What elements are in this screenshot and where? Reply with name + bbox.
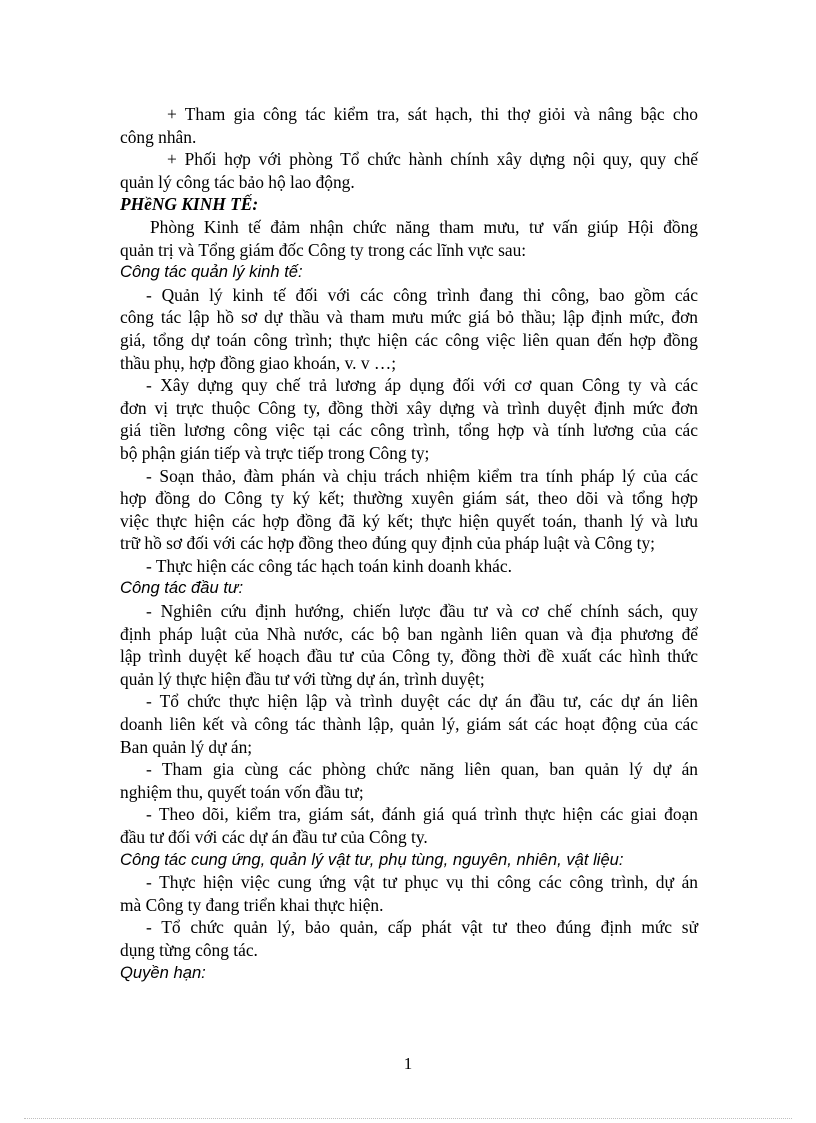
text-line: giá tiền lương công việc tại các công trình, tổng hợp và tính lương của các [120, 420, 698, 441]
text-line: - Nghiên cứu định hướng, chiến lược đầu tư và cơ chế chính sách, quy [146, 601, 698, 622]
text-line: Phòng Kinh tế đảm nhận chức năng tham mưu, tư vấn giúp Hội đồng [150, 216, 698, 237]
subsection-heading: Công tác cung ứng, quản lý vật tư, phụ tùng, nguyên, nhiên, vật liệu: [120, 849, 624, 869]
text-line: - Thực hiện các công tác hạch toán kinh doanh khác. [146, 555, 512, 576]
text-line: Ban quản lý dự án; [120, 736, 253, 757]
text-line: - Tham gia cùng các phòng chức năng liên quan, ban quản lý dự án [146, 759, 698, 780]
text-line: doanh liên kết và công tác thành lập, quản lý, giám sát các hoạt động của các [120, 714, 698, 735]
text-line: - Tổ chức thực hiện lập và trình duyệt các dự án đầu tư, các dự án liên [146, 691, 698, 712]
text-line: hợp đồng do Công ty ký kết; thường xuyên giám sát, theo dõi và tổng hợp [120, 488, 698, 509]
text-line: - Thực hiện việc cung ứng vật tư phục vụ thi công các công trình, dự án [146, 872, 698, 893]
text-line: công tác lập hồ sơ dự thầu và tham mưu mức giá bỏ thầu; lập định mức, đơn [120, 307, 698, 328]
text-line: trữ hồ sơ đối với các hợp đồng theo đúng quy định của pháp luật và Công ty; [120, 533, 655, 554]
text-line: giá, tổng dự toán công trình; thực hiện các công việc liên quan đến hợp đồng [120, 329, 698, 350]
text-line: - Soạn thảo, đàm phán và chịu trách nhiệm kiểm tra tính pháp lý của các [146, 465, 698, 486]
document-page [120, 103, 698, 984]
text-line: đơn vị trực thuộc Công ty, đồng thời xây dựng và trình duyệt định mức đơn [120, 397, 698, 418]
text-line: lập trình duyệt kế hoạch đầu tư của Công ty, đồng thời đề xuất các hình thức [120, 646, 698, 667]
text-line: - Theo dõi, kiểm tra, giám sát, đánh giá quá trình thực hiện các giai đoạn [146, 804, 698, 825]
subsection-heading: Quyền hạn: [120, 962, 206, 982]
subsection-heading: Công tác đầu tư: [120, 578, 244, 598]
text-line: quản trị và Tổng giám đốc Công ty trong các lĩnh vực sau: [120, 239, 527, 260]
text-line: bộ phận gián tiếp và trực tiếp trong Công ty; [120, 442, 430, 463]
text-line: công nhân. [120, 126, 197, 147]
text-line: - Tổ chức quản lý, bảo quản, cấp phát vật tư theo đúng định mức sử [146, 917, 698, 938]
text-line: - Xây dựng quy chế trả lương áp dụng đối với cơ quan Công ty và các [146, 375, 698, 396]
subsection-heading: Công tác quản lý kinh tế: [120, 262, 303, 282]
text-line: dụng từng công tác. [120, 939, 258, 960]
text-line: nghiệm thu, quyết toán vốn đầu tư; [120, 781, 364, 802]
text-line: đầu tư đối với các dự án đầu tư của Công ty. [120, 827, 428, 847]
text-line: mà Công ty đang triển khai thực hiện. [120, 894, 384, 915]
text-line: thầu phụ, hợp đồng giao khoán, v. v …; [120, 352, 397, 373]
text-line: + Phối hợp với phòng Tổ chức hành chính xây dựng nội quy, quy chế [167, 149, 698, 170]
text-line: định pháp luật của Nhà nước, các bộ ban ngành liên quan và địa phương để [120, 623, 698, 644]
text-line: quản lý công tác bảo hộ lao động. [120, 171, 355, 192]
page-bottom-divider [24, 1118, 792, 1119]
text-line: việc thực hiện các hợp đồng đã ký kết; thực hiện quyết toán, thanh lý và lưu [120, 510, 698, 531]
text-line: + Tham gia công tác kiểm tra, sát hạch, thi thợ giỏi và nâng bậc cho [167, 104, 698, 124]
text-line: - Quản lý kinh tế đối với các công trình đang thi công, bao gồm các [146, 284, 698, 305]
page-number: 1 [403, 1054, 413, 1073]
section-heading: PHềNG KINH TẾ: [120, 194, 259, 215]
text-line: quản lý thực hiện đầu tư với từng dự án, trình duyệt; [120, 668, 485, 689]
